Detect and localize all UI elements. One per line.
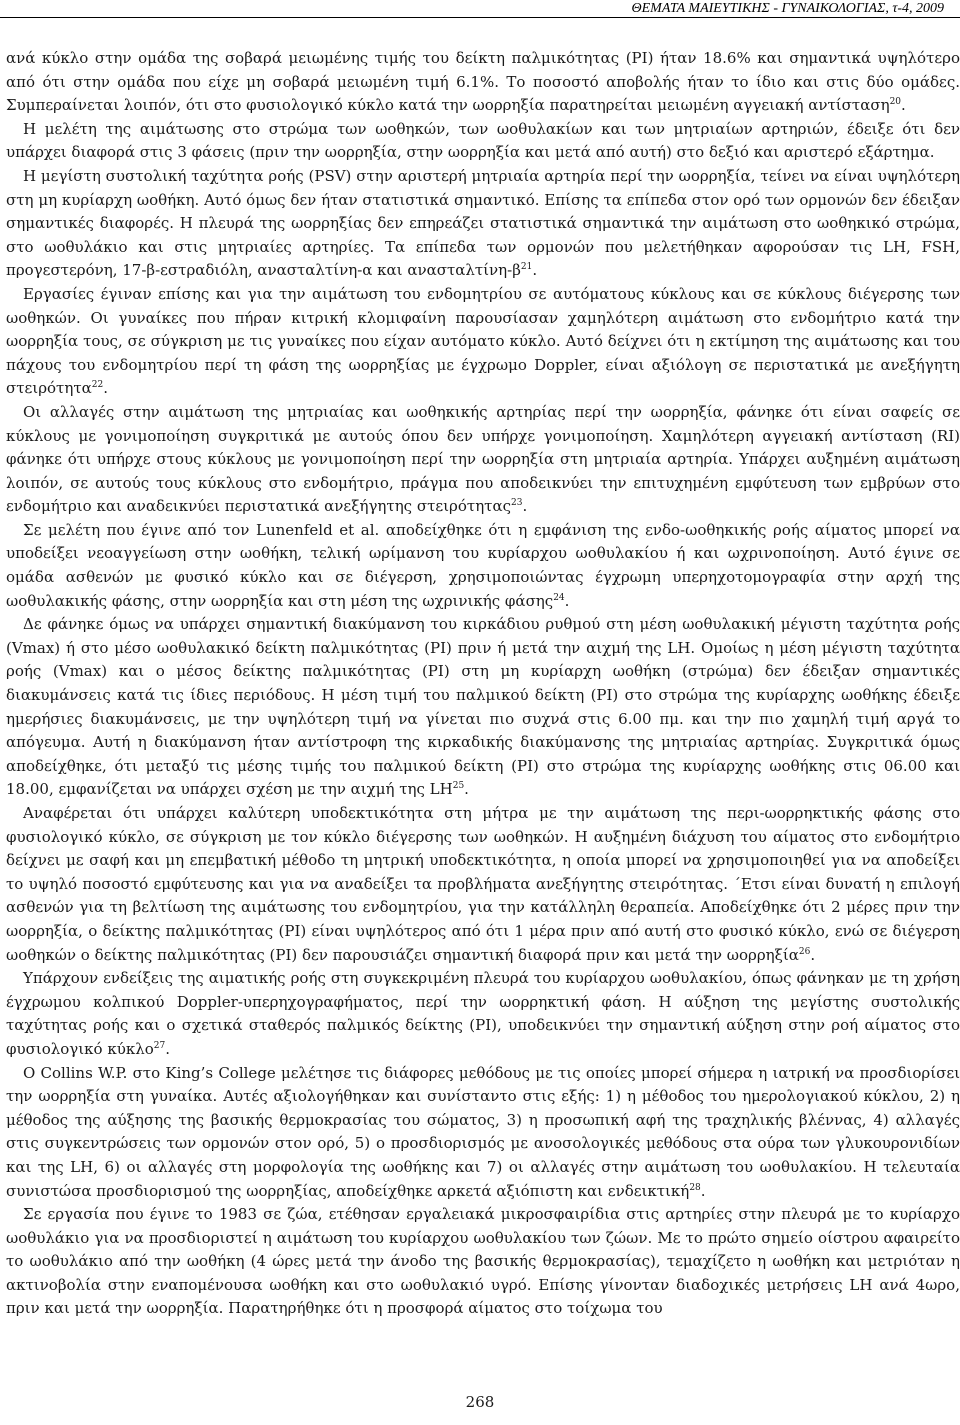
paragraph-text: Υπάρχουν ενδείξεις της αιματικής ροής στη συγκεκριμένη πλευρά του κυρίαρχου ωοθυλακίου, όπως φάνηκαν με τη χρήση έγχρωμου κολπικού Doppler-υπερηχογραφήματος, περί την ωορρηκτική φάση. Η αύξηση της μεγίστης συστολικής ταχύτητας ροής και ο σχετικά σταθερός παλμικός δείκτης (PI), υποδεικνύει την σημαντική αύξηση στην ροή αίματος στο φυσιολογικό κύκλο [6, 969, 960, 1058]
paragraph-tail: . [532, 261, 538, 280]
paragraph-text: ανά κύκλο στην ομάδα της σοβαρά μειωμένης τιμής του δείκτη παλμικότητας (PI) ήταν 18.6% και σημαντικά υψηλότερο από ότι στην ομάδα που είχε μη σοβαρά μειωμένη τιμή 6.1%. Το ποσοστό αποβολής ήταν το ίδιο και στις δύο ομάδες. Συμπεραίνεται λοιπόν, ότι στο φυσιολογικό κύκλο κατά την ωορρηξία παρατηρείται μειωμένη αγγειακή αντίσταση [6, 49, 960, 115]
paragraph-tail: . [810, 945, 816, 964]
paragraph-text: O Collins W.P. στο King’s College μελέτησε τις διάφορες μεθόδους με τις οποίες μπορεί σήμερα η ιατρική να προσδιορίσει την ωορρηξία στη γυναίκα. Αυτές αξιολογήθηκαν και συνίσταντο στις εξής: 1) η μέθοδος του ημερολογιακού κύκλου, 2) η μέθοδος της αύξησης της βασικής θερμοκρασίας του σώματος, 3) η προσωπική αφή της τραχηλικής βλέννας, 4) αλλαγές στις συγκεντρώσεις των ορμονών στον ορό, 5) ο προσδιορισμός με ανοσολογικές μεθόδους στα ούρα των γλυκουρονιδίων και της LH, 6) οι αλλαγές στη μορφολογία της ωοθήκης και 7) οι αλλαγές στην αιμάτωση του ωοθυλακίου. Η τελευταία συνιστώσα προσδιορισμού της ωορρηξίας, αποδείχθηκε αρκετά αξιόπιστη και ενδεικτική [6, 1063, 960, 1200]
paragraph-tail: . [564, 591, 570, 610]
paragraph-text: Εργασίες έγιναν επίσης και για την αιμάτωση του ενδομητρίου σε αυτόματους κύκλους και σε κύκλους διέγερσης των ωοθηκών. Οι γυναίκες που πήραν κιτρική κλομιφαίνη παρουσίασαν χαμηλότερη αιμάτωση στο ενδομήτριο κατά την ωορρηξία τους, σε σύγκριση με τις γυναίκες που είχαν αυτόματο κύκλο. Αυτό δείχνει ότι η εκτίμηση της αιμάτωσης και του πάχους του ενδομητρίου περί τη φάση της ωορρηξίας με έγχρωμο Doppler, είναι αξιόλογη σε περιστατικά με ανεξήγητη στειρότητα [6, 284, 960, 398]
body-paragraph [6, 165, 960, 283]
paragraph-text: Δε φάνηκε όμως να υπάρχει σημαντική διακύμανση του κιρκάδιου ρυθμού στη μέση ωοθυλακική μέγιστη ταχύτητα ροής (Vmax) ή στο μέσο ωοθυλακικό δείκτη παλμικότητας (PI) πριν ή μετά την αιχμή της LH. Ομοίως η μέση μέγιστη ταχύτητα ροής (Vmax) και ο μέσος δείκτης παλμικότητας (PI) στη μη κυρίαρχη ωοθήκη (στρώμα) δεν έδειξαν σημαντικές διακυμάνσεις κατά τις ίδιες περιόδους. Η μέση τιμή του παλμικού δείκτη (PI) στο στρώμα της κυρίαρχης ωοθήκης έδειξε ημερήσιες διακυμάνσεις, με την υψηλότερη τιμή να γίνεται πιο συχνά στις 6.00 πμ. και την πιο χαμηλή τιμή αργά το απόγευμα. Αυτή η διακύμανση ήταν αντίστροφη της κιρκαδικής διακύμανσης της μητριαίας αρτηρίας. Συγκριτικά όμως αποδείχθηκε, ότι μεταξύ τις μέσης τιμής του παλμικού δείκτη (PI) στο στρώμα της κυρίαρχης ωοθήκης στις 06.00 και 18.00, εμφανίζεται να υπάρχει σχέση με την αιχμή της LH [6, 615, 960, 799]
reference-superscript: 22 [91, 380, 104, 391]
paragraph-text: Οι αλλαγές στην αιμάτωση της μητριαίας και ωοθηκικής αρτηρίας περί την ωορρηξία, φάνηκε ότι είναι σαφείς σε κύκλους με γονιμοποίηση συγκριτικά με αυτούς όπου δεν υπήρχε γονιμοποίηση. Χαμηλότερη αγγειακή αντίσταση (RI) φάνηκε ότι υπήρχε στους κύκλους με γονιμοποίηση περί την ωορρηξία στη μητριαία αρτηρία. Υπάρχει αυξημένη αιμάτωση λοιπόν, σε αυτούς τους κύκλους στο ενδομήτριο, πράγμα που αποδεικνύει την επιτυχημένη εμφύτευση των εμβρύων στο ενδομήτριο και αναδεικνύει περιστατικά ανεξήγητης στειρότητας [6, 402, 960, 516]
body-paragraph [6, 401, 960, 519]
paragraph-text: Η μεγίστη συστολική ταχύτητα ροής (PSV) στην αριστερή μητριαία αρτηρία περί την ωορρηξία, τείνει να είναι υψηλότερη στη μη κυρίαρχη ωοθήκη. Αυτό όμως δεν ήταν στατιστικά σημαντικό. Επίσης τα επίπεδα στον ορό των ορμονών δεν έδειξαν σημαντικές διαφορές. Η πλευρά της ωορρηξίας δεν επηρεάζει στατιστικά σημαντικά την αιμάτωση στο ωοθηκικό στρώμα, στο ωοθυλάκιο και στις μητριαίες αρτηρίες. Τα επίπεδα των ορμονών που μελετήθηκαν αφορούσαν τις LH, FSH, προγεστερόνη, 17-β-εστραδιόλη, ανασταλτίνη-α και ανασταλτίνη-β [6, 166, 960, 280]
reference-superscript: 26 [798, 946, 811, 957]
paragraph-tail: . [522, 497, 528, 516]
reference-superscript: 25 [452, 781, 465, 792]
reference-superscript: 23 [511, 498, 523, 509]
paragraph-tail: . [700, 1181, 706, 1200]
reference-superscript: 28 [689, 1182, 701, 1193]
reference-superscript: 20 [889, 97, 902, 108]
header-rule [0, 17, 960, 18]
body-paragraph [6, 519, 960, 613]
paragraph-text: Η μελέτη της αιμάτωσης στο στρώμα των ωοθηκών, των ωοθυλακίων και των μητριαίων αρτηριών, έδειξε ότι δεν υπάρχει διαφορά στις 3 φάσεις (πριν την ωορρηξία, στην ωορρηξία και μετά από αυτή) στο δεξιό και αριστερό εξάρτημα. [6, 119, 960, 162]
reference-superscript: 24 [553, 592, 565, 603]
paragraph-text: Αναφέρεται ότι υπάρχει καλύτερη υποδεκτικότητα στη μήτρα με την αιμάτωση της περι-ωορρηκτικής φάσης στο φυσιολογικό κύκλο, σε σύγκριση με τον κύκλο διέγερσης των ωοθηκών. Η αυξημένη διάχυση του αίματος στο ενδομήτριο δείχνει με σαφή και μη επεμβατική μέθοδο τη μητρική υποδεκτικότητα, η οποία μπορεί να χρησιμοποιηθεί για να αποδείξει το υψηλό ποσοστό εμφύτευσης και για να αναδείξει τα προβλήματα ανεξήγητης στειρότητας. ΄Ετσι είναι δυνατή η επιλογή ασθενών για τη βελτίωση της αιμάτωσης του ενδομητρίου, για την κατάλληλη θεραπεία. Αποδείχθηκε ότι 2 μέρες πριν την ωορρηξία, ο δείκτης παλμικότητας (PI) είναι υψηλότερος από ότι 1 μέρα πριν από αυτή στο φυσικό κύκλο, ενώ σε διέγερση ωοθηκών ο δείκτης παλμικότητας (PI) δεν παρουσιάζει σημαντική διαφορά πριν και μετά την ωορρηξία [6, 804, 960, 964]
body-paragraph [6, 613, 960, 802]
body-paragraph [6, 802, 960, 967]
body-text [6, 47, 960, 1321]
paragraph-tail: . [901, 96, 906, 115]
running-header: ΘΕΜΑΤΑ ΜΑΙΕΥΤΙΚΗΣ - ΓΥΝΑΙΚΟΛΟΓΙΑΣ, τ-4, 2009 [631, 1, 944, 16]
page-number: 268 [465, 1393, 495, 1411]
reference-superscript: 27 [153, 1040, 166, 1051]
paragraph-text: Σε μελέτη που έγινε από τον Lunenfeld et al. αποδείχθηκε ότι η εμφάνιση της ενδο-ωοθηκικής ροής αίματος μπορεί να υποδείξει νεοαγγείωση στην ωοθήκη, τελική ωρίμανση του κυρίαρχου ωοθυλακίου ή και ωχρινοποίηση. Αυτό έγινε σε ομάδα ασθενών με φυσικό κύκλο και σε διέγερση, χρησιμοποιώντας έγχρωμη υπερηχοτομογραφία στην αρχή της ωοθυλακικής φάσης, στην ωορρηξία και στη μέση της ωχρινικής φάσης [6, 520, 960, 610]
paragraph-tail: . [165, 1039, 170, 1058]
body-paragraph [6, 1203, 960, 1321]
paragraph-tail: . [103, 379, 108, 398]
paragraph-text: Σε εργασία που έγινε το 1983 σε ζώα, ετέθησαν εργαλειακά μικροσφαιρίδια στις αρτηρίες στην πλευρά με το κυρίαρχο ωοθυλάκιο για να προσδιοριστεί η αιμάτωση του κυρίαρχου ωοθυλακίου των ζώων. Με το πρώτο σημείο οίστρου αφαιρείτο το ωοθυλάκιο από την ωοθήκη (4 ώρες μετά την άνοδο της βασικής θερμοκρασίας), τεμαχίζετο η ωοθήκη και μετριόταν η ακτινοβολία στην εναπομένουσα ωοθήκη και στο ωοθυλακιό υγρό. Επίσης γίνονταν διαδοχικές μετρήσεις LH ανά 4ωρο, πριν και μετά την ωορρηξία. Παρατηρήθηκε ότι η προσφορά αίματος στο τοίχωμα του [6, 1205, 960, 1318]
body-paragraph [6, 118, 960, 165]
reference-superscript: 21 [520, 262, 533, 273]
paragraph-tail: . [464, 780, 469, 799]
body-paragraph [6, 47, 960, 118]
body-paragraph [6, 967, 960, 1061]
body-paragraph [6, 1062, 960, 1204]
body-paragraph [6, 283, 960, 401]
